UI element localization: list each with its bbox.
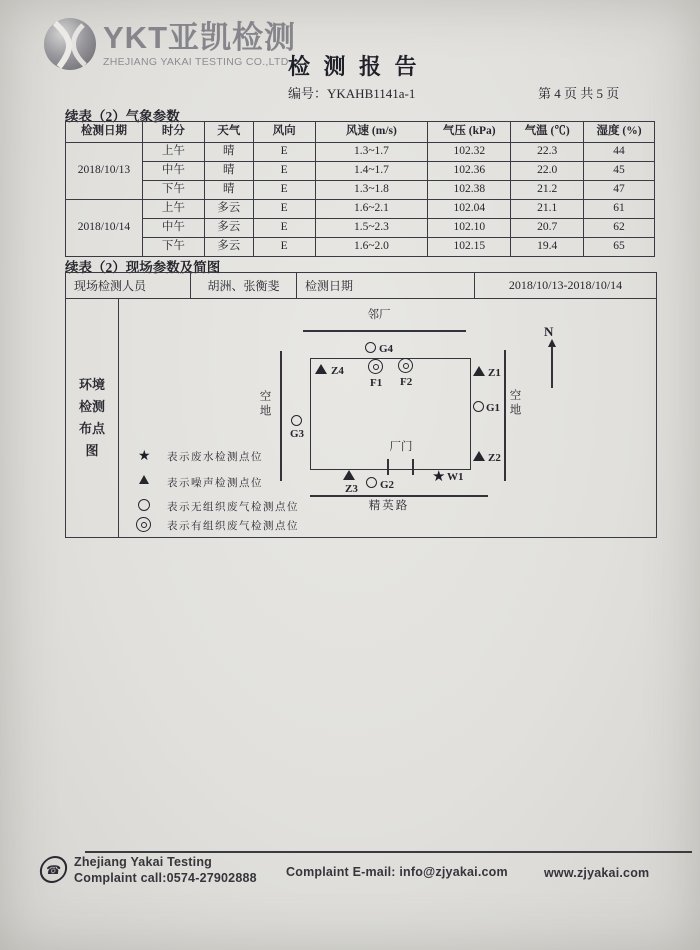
legend-double-circle-icon <box>136 517 151 532</box>
phone-icon: ☎ <box>38 856 69 883</box>
footer-website: www.zjyakai.com <box>544 866 650 880</box>
weather-table <box>65 121 655 257</box>
point-label-w1: W1 <box>447 471 464 483</box>
date-cell: 2018/10/13 <box>66 143 143 200</box>
table-cell: 22.3 <box>511 143 584 162</box>
site-layout-diagram <box>66 273 656 537</box>
column-header: 检测日期 <box>66 122 143 143</box>
table-cell: 上午 <box>142 143 204 162</box>
table-cell: 22.0 <box>511 162 584 181</box>
north-arrow-shaft <box>551 346 553 388</box>
date-cell: 2018/10/14 <box>66 200 143 257</box>
table-cell: E <box>253 238 315 257</box>
weather-table-header-row <box>66 122 655 143</box>
table-cell: 19.4 <box>511 238 584 257</box>
right-boundary-line <box>504 350 506 481</box>
weather-section-heading: 续表（2）气象参数 <box>65 109 180 124</box>
table-cell: E <box>253 143 315 162</box>
table-row <box>66 200 655 219</box>
legend-organized-gas: 表示有组织废气检测点位 <box>167 521 299 532</box>
point-label-f2: F2 <box>400 376 413 388</box>
table-cell: 102.15 <box>428 238 511 257</box>
report-number <box>288 83 415 102</box>
table-cell: 102.32 <box>428 143 511 162</box>
point-label-g2: G2 <box>380 479 395 491</box>
table-row <box>66 219 655 238</box>
footer-divider <box>85 851 692 853</box>
point-label-z2: Z2 <box>488 452 501 464</box>
stack-gas-point-icon <box>368 359 383 374</box>
diagram-row-label: 环境检测布点图 <box>78 376 105 459</box>
noise-point-icon <box>343 470 355 480</box>
point-label-g3: G3 <box>290 428 305 440</box>
column-header: 风向 <box>253 122 315 143</box>
inspection-date-value: 2018/10/13-2018/10/14 <box>508 278 623 292</box>
table-row <box>66 181 655 200</box>
report-number-value: YKAHB1141a-1 <box>327 86 416 101</box>
factory-gate-label: 厂门 <box>389 441 413 453</box>
table-cell: 晴 <box>204 181 253 200</box>
table-cell: 中午 <box>142 162 204 181</box>
point-label-g4: G4 <box>379 343 394 355</box>
site-section-heading: 续表（2）现场参数及简图 <box>65 260 221 275</box>
personnel-label: 现场检测人员 <box>66 273 191 298</box>
table-cell: 下午 <box>142 238 204 257</box>
table-cell: 中午 <box>142 219 204 238</box>
column-header: 湿度 (%) <box>584 122 655 143</box>
left-boundary-line <box>280 351 282 481</box>
gate-tick <box>412 459 414 475</box>
table-cell: 47 <box>584 181 655 200</box>
column-header: 气压 (kPa) <box>428 122 511 143</box>
table-cell: 下午 <box>142 181 204 200</box>
table-cell: 多云 <box>204 238 253 257</box>
point-label-z1: Z1 <box>488 367 501 379</box>
table-cell: E <box>253 200 315 219</box>
footer-complaint-email: Complaint E-mail: info@zjyakai.com <box>286 865 508 879</box>
legend-fugitive-gas: 表示无组织废气检测点位 <box>167 502 299 513</box>
point-label-z4: Z4 <box>331 365 344 377</box>
table-cell: 102.10 <box>428 219 511 238</box>
column-header: 时分 <box>142 122 204 143</box>
table-row <box>66 238 655 257</box>
gate-tick <box>387 459 389 475</box>
table-cell: 65 <box>584 238 655 257</box>
table-cell: 102.04 <box>428 200 511 219</box>
stack-gas-point-icon <box>398 358 413 373</box>
table-cell: 1.4~1.7 <box>315 162 428 181</box>
gas-point-icon <box>473 401 484 412</box>
table-cell: 多云 <box>204 200 253 219</box>
column-header: 风速 (m/s) <box>315 122 428 143</box>
logo-sphere-icon <box>42 16 98 77</box>
vacant-land-left-label: 空地 <box>258 390 271 419</box>
gas-point-icon <box>366 477 377 488</box>
table-cell: 1.3~1.7 <box>315 143 428 162</box>
north-label: N <box>544 324 554 339</box>
column-header: 气温 (℃) <box>511 122 584 143</box>
footer-company: Zhejiang Yakai Testing <box>74 855 213 869</box>
gas-point-icon <box>291 415 302 426</box>
table-cell: 102.36 <box>428 162 511 181</box>
table-row <box>66 143 655 162</box>
table-cell: 20.7 <box>511 219 584 238</box>
column-header: 天气 <box>204 122 253 143</box>
company-logo <box>42 16 296 77</box>
noise-point-icon <box>315 364 327 374</box>
table-cell: 晴 <box>204 162 253 181</box>
neighbor-factory-label: 邻厂 <box>367 309 391 321</box>
logo-title: YKT亚凯检测 <box>103 20 296 55</box>
table-cell: E <box>253 181 315 200</box>
table-cell: 1.6~2.0 <box>315 238 428 257</box>
table-cell: 44 <box>584 143 655 162</box>
table-cell: E <box>253 162 315 181</box>
logo-subtitle: ZHEJIANG YAKAI TESTING CO.,LTD <box>103 56 289 68</box>
neighbor-boundary-line <box>303 330 466 332</box>
table-cell: 62 <box>584 219 655 238</box>
table-cell: E <box>253 219 315 238</box>
road-line <box>310 495 488 497</box>
point-label-z3: Z3 <box>345 483 358 495</box>
road-label: 精英路 <box>368 500 410 512</box>
table-cell: 晴 <box>204 143 253 162</box>
table-cell: 21.1 <box>511 200 584 219</box>
table-cell: 1.5~2.3 <box>315 219 428 238</box>
report-number-label: 编号： <box>288 86 328 101</box>
table-cell: 21.2 <box>511 181 584 200</box>
legend-star-icon: ★ <box>138 448 151 464</box>
legend-triangle-icon <box>139 475 149 484</box>
noise-point-icon <box>473 451 485 461</box>
noise-point-icon <box>473 366 485 376</box>
site-table <box>65 272 657 538</box>
point-label-g1: G1 <box>486 402 501 414</box>
table-row <box>66 162 655 181</box>
legend-wastewater: 表示废水检测点位 <box>167 452 263 463</box>
table-cell: 45 <box>584 162 655 181</box>
table-cell: 上午 <box>142 200 204 219</box>
table-cell: 1.6~2.1 <box>315 200 428 219</box>
wastewater-point-icon: ★ <box>432 467 446 485</box>
personnel-value: 胡洲、张衡斐 <box>191 273 297 298</box>
table-cell: 多云 <box>204 219 253 238</box>
gas-point-icon <box>365 342 376 353</box>
table-cell: 61 <box>584 200 655 219</box>
table-cell: 1.3~1.8 <box>315 181 428 200</box>
legend-circle-icon <box>138 499 150 511</box>
legend-noise: 表示噪声检测点位 <box>167 478 263 489</box>
table-cell: 102.38 <box>428 181 511 200</box>
point-label-f1: F1 <box>370 377 383 389</box>
report-title: 检 测 报 告 <box>288 54 421 79</box>
vacant-land-right-label: 空地 <box>508 389 521 418</box>
page-number: 第 4 页 共 5 页 <box>538 86 620 101</box>
footer-complaint-call: Complaint call:0574-27902888 <box>74 871 257 885</box>
inspection-date-label: 检测日期 <box>297 273 475 298</box>
